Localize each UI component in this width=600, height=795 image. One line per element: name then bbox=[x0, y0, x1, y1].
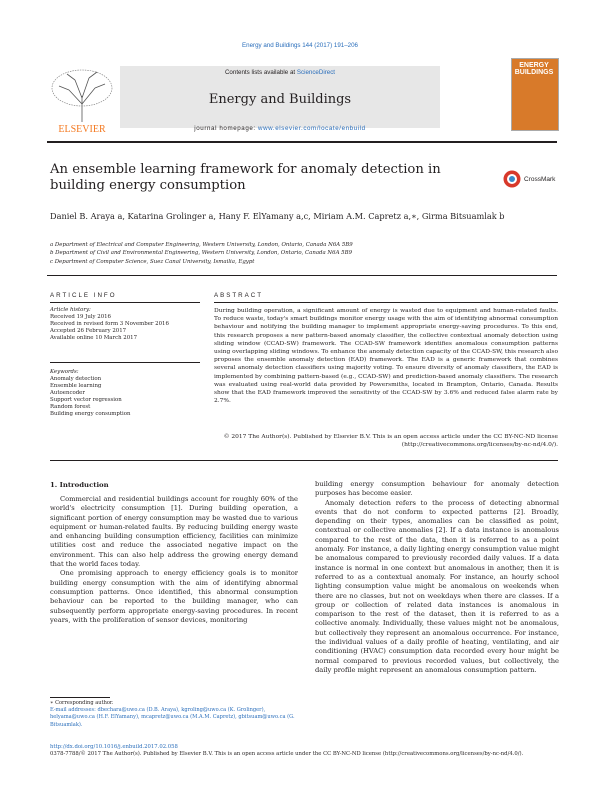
authors-rule bbox=[47, 275, 557, 276]
corresponding-author-note: ∗ Corresponding author. bbox=[50, 700, 114, 706]
history-revised: Received in revised form 3 November 2016 bbox=[50, 321, 169, 327]
keyword-item: Autoencoder bbox=[50, 390, 85, 396]
journal-homepage: journal homepage: www.elsevier.com/locate/enbuild bbox=[194, 125, 366, 132]
history-accepted: Accepted 26 February 2017 bbox=[50, 328, 127, 334]
publisher-wordmark: ELSEVIER bbox=[58, 124, 106, 135]
abstract-heading: ABSTRACT bbox=[214, 292, 264, 299]
section-heading-introduction: 1. Introduction bbox=[50, 481, 109, 489]
journal-citation[interactable]: Energy and Buildings 144 (2017) 191–206 bbox=[242, 42, 358, 49]
keywords bbox=[50, 369, 200, 418]
history-received: Received 19 July 2016 bbox=[50, 314, 111, 320]
contents-line: Contents lists available at ScienceDirect bbox=[224, 69, 336, 76]
affiliation-b: b Department of Civil and Environmental Engineering, Western University, London, Ontario, Canada N6A 5B9 bbox=[50, 250, 352, 257]
affiliation-a: a Department of Electrical and Computer Engineering, Western University, London, Ontario, Canada N6A 5B9 bbox=[50, 242, 353, 248]
email-addresses[interactable]: E-mail addresses: dbechara@uwo.ca (D.B. Araya), kgroling@uwo.ca (K. Grolinger), helyama@uwo.ca (H.F. ElYamany), mcapretz@uwo.ca (M.A.M. Capretz), gbitsuam@uwo.ca (G. Bitsuamlak). bbox=[50, 707, 295, 728]
article-info-heading: ARTICLE INFO bbox=[50, 292, 117, 299]
doi-block bbox=[50, 744, 560, 758]
keywords-label: Keywords: bbox=[50, 369, 79, 375]
history-online: Available online 10 March 2017 bbox=[50, 335, 138, 341]
doi-link[interactable]: http://dx.doi.org/10.1016/j.enbuild.2017.02.058 bbox=[50, 744, 178, 750]
keyword-item: Ensemble learning bbox=[50, 383, 102, 389]
homepage-link[interactable]: www.elsevier.com/locate/enbuild bbox=[258, 125, 366, 132]
keywords-rule bbox=[50, 362, 200, 363]
affiliations bbox=[50, 241, 550, 266]
footnotes bbox=[50, 700, 310, 729]
crossmark-label: CrossMark bbox=[524, 175, 556, 183]
keyword-item: Random forest bbox=[50, 404, 91, 410]
journal-name: Energy and Buildings bbox=[208, 92, 352, 107]
paragraph: Anomaly detection refers to the process of detecting abnormal events that do not conform to expected patterns [2]. Broadly, depending on their types, anomalies can be classified as point, contextual or collective anomalies [2]. If a data instance is anomalous compared to the rest of the data, then it is referred to as a point anomaly. For instance, a daily lighting energy consumption value might be anomalous compared to previously recorded daily values. If a data instance is normal in one context but anomalous in another, then it is referred to as a contextual anomaly. For instance, an hourly school lighting consumption value might be anomalous on weekends when there are no classes, but not on weekdays when there are classes. If a group or collection of related data instances is anomalous in comparison to the rest of the dataset, then it is referred to as a collective anomaly. Individually, these values might not be anomalous, but collectively they represent an anomalous occurrence. For instance, the individual values of a daily profile of heating, ventilating, and air conditioning (HVAC) consumption data recorded every hour might be normal compared to previous recorded values, but collectively, the daily profile might represent an anomalous consumption pattern. bbox=[315, 498, 559, 674]
paragraph: Commercial and residential buildings account for roughly 60% of the world's electricity consumption [1]. During building operation, a significant portion of energy consumption may be wasted due to various equipment or human-related faults. By reducing building energy waste and enhancing building consumption efficiency, facilities can minimize utilities cost and reduce the associated negative impact on the environment. This can also help address the growing energy demand that the world faces today. bbox=[50, 495, 298, 569]
footnote-rule bbox=[50, 697, 110, 698]
crossmark-icon bbox=[503, 170, 521, 188]
keyword-item: Building energy consumption bbox=[50, 411, 131, 417]
journal-cover-title: ENERGY BUILDINGS bbox=[514, 62, 554, 76]
sciencedirect-link[interactable]: ScienceDirect bbox=[296, 69, 336, 76]
paragraph: One promising approach to energy efficiency goals is to monitor building energy consumption with the aim of identifying abnormal consumption patterns. Once identified, this abnormal consumption behaviour can be reported to the building manager, who can subsequently perform appropriate energy-saving procedures. In recent years, with the proliferation of sensor devices, monitoring bbox=[50, 569, 298, 624]
abstract-bottom-rule bbox=[50, 460, 558, 461]
history-label: Article history: bbox=[50, 307, 91, 313]
author-list: Daniel B. Araya a, Katarina Grolinger a, Hany F. ElYamany a,c, Miriam A.M. Capretz a,∗, Girma Bitsuamlak b bbox=[50, 211, 505, 221]
affiliation-c: c Department of Computer Science, Suez Canal University, Ismailia, Egypt bbox=[50, 258, 255, 265]
abstract-copyright: © 2017 The Author(s). Published by Elsevier B.V. This is an open access article under the CC BY-NC-ND license (http://creativecommons.org/licenses/by-nc-nd/4.0/). bbox=[223, 434, 558, 449]
abstract-rule bbox=[214, 302, 558, 303]
header-rule bbox=[47, 141, 557, 143]
keyword-item: Anomaly detection bbox=[50, 376, 102, 382]
keyword-item: Support vector regression bbox=[50, 397, 122, 403]
article-title: An ensemble learning framework for anomaly detection in building energy consumption bbox=[50, 162, 441, 193]
body-column-right bbox=[315, 480, 559, 675]
article-history bbox=[50, 307, 200, 342]
license-line: 0378-7788/© 2017 The Author(s). Published by Elsevier B.V. This is an open access article under the CC BY-NC-ND license (http://creativecommons.org/licenses/by-nc-nd/4.0/). bbox=[50, 751, 524, 758]
abstract-text: During building operation, a significant amount of energy is wasted due to equipment and human-related faults. To reduce waste, today's smart buildings monitor energy usage with the aim of identifying abnormal consumption behaviour and notifying the building manager to implement appropriate energy-saving procedures. To this end, this research proposes a new pattern-based anomaly classifier, the collective contextual anomaly detection using sliding window (CCAD-SW) framework. The CCAD-SW framework identifies anomalous consumption patterns using overlapping sliding windows. To enhance the anomaly detection capacity of the CCAD-SW, this research also proposes the ensemble anomaly detection (EAD) framework. The EAD is a generic framework that combines several anomaly detection classifiers using majority voting. To ensure diversity of anomaly classifiers, the EAD is implemented by combining pattern-based (e.g., CCAD-SW) and prediction-based anomaly classifiers. The research was evaluated using real-world data provided by Powersmiths, located in Brampton, Ontario, Canada. Results show that the EAD framework improved the sensitivity of the CCAD-SW by 3.6% and reduced false alarm rate by 2.7%. bbox=[214, 308, 558, 405]
paragraph: building energy consumption behaviour for anomaly detection purposes has become easier. bbox=[315, 480, 559, 498]
elsevier-tree-logo bbox=[47, 66, 117, 136]
body-column-left bbox=[50, 495, 298, 625]
crossmark-badge[interactable] bbox=[503, 170, 555, 188]
article-info-rule bbox=[50, 302, 200, 303]
